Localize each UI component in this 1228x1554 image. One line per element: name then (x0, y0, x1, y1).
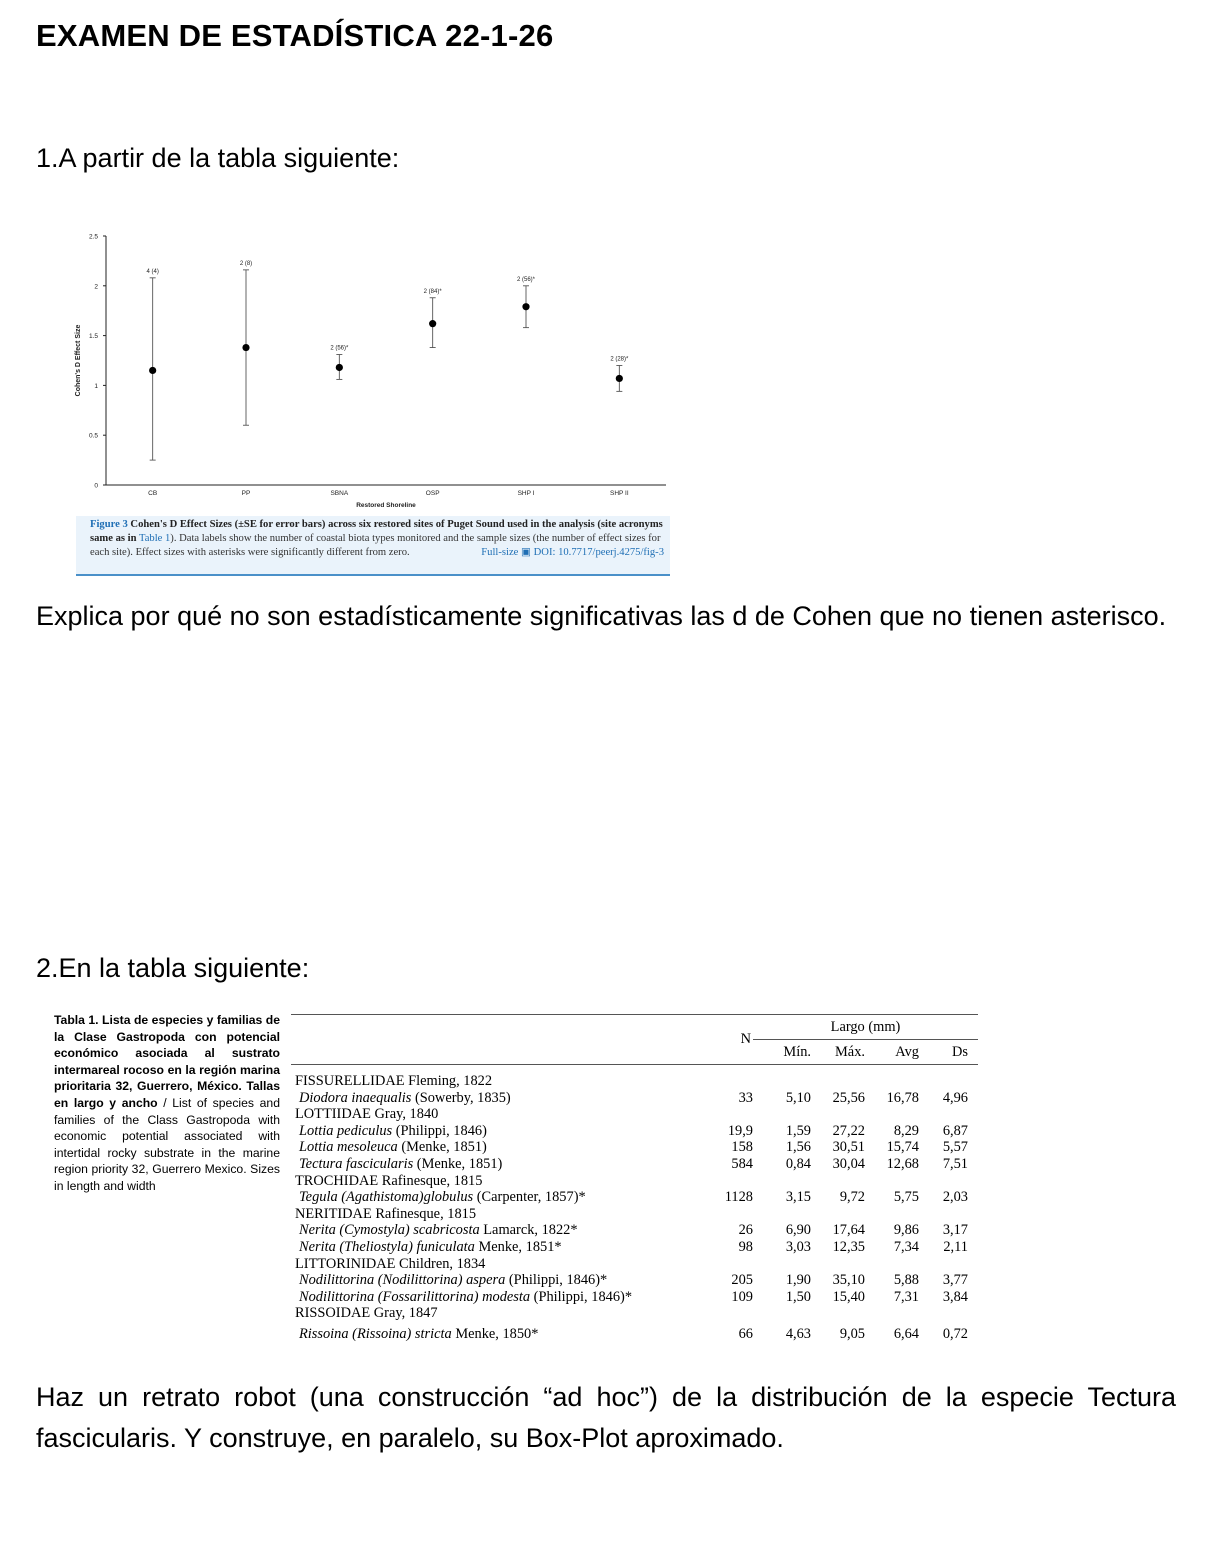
empty-cell (919, 1173, 978, 1190)
family-row (291, 1065, 978, 1090)
empty-cell (811, 1106, 865, 1123)
empty-cell (919, 1065, 978, 1090)
cell-max: 9,72 (839, 1189, 865, 1206)
header-n: N (740, 1031, 751, 1048)
name-text: LITTORINIDAE Children, 1834 (295, 1255, 486, 1272)
question-2-heading: 2.En la tabla siguiente: (36, 953, 310, 983)
cell-min: 1,56 (785, 1139, 811, 1156)
author-text: (Philippi, 1846)* (505, 1272, 608, 1289)
cell-ds: 7,51 (942, 1155, 968, 1172)
species-name (291, 1123, 711, 1140)
cell-max: 12,35 (832, 1238, 865, 1255)
data-point (242, 344, 249, 351)
caption-table-link[interactable]: Table 1 (138, 533, 171, 544)
species-name (291, 1272, 711, 1289)
table-caption-english: / List of species and families of the Class Gastropoda with economic potential associated with intertidal rocky substrate in the marine region priority 32, Guerrero Mexico. Sizes in length and width (54, 1095, 280, 1193)
species-name (291, 1289, 711, 1306)
figure-label: Figure 3 (90, 519, 128, 530)
species-row (291, 1090, 978, 1107)
cell-ds: 4,96 (942, 1089, 968, 1106)
author-text: (Menke, 1851) (413, 1155, 503, 1172)
data-label: 2 (8) (239, 260, 253, 267)
caption-doi-link[interactable]: Full-size ▣ DOI: 10.7717/peerj.4275/fig-3 (481, 547, 664, 558)
species-name (291, 1139, 711, 1156)
family-name (291, 1256, 711, 1273)
caption-rest-text: ). Data labels show the number of coastal biota types monitored and the sample sizes (the number of effect sizes for each site). Effect sizes with asterisks were significantly different from zero. (90, 533, 661, 558)
family-name (291, 1173, 711, 1190)
author-text: Menke, 1851* (474, 1238, 562, 1255)
cell-min: 3,15 (785, 1189, 811, 1206)
empty-cell (711, 1106, 753, 1123)
cell-n: 19,9 (727, 1122, 753, 1139)
name-text: Tegula (Agathistoma)globulus (299, 1189, 474, 1206)
cell-max: 15,40 (832, 1288, 865, 1305)
name-text: Tectura fascicularis (299, 1155, 414, 1172)
cell-n: 584 (731, 1155, 753, 1172)
table-body (291, 1065, 978, 1343)
empty-cell (753, 1305, 811, 1322)
header-max: Máx. (835, 1043, 865, 1060)
cell-min: 0,84 (785, 1155, 811, 1172)
empty-cell (711, 1305, 753, 1322)
cell-avg: 15,74 (886, 1139, 919, 1156)
name-text: RISSOIDAE Gray, 1847 (295, 1305, 438, 1322)
cell-max: 25,56 (832, 1089, 865, 1106)
gastropoda-table (291, 1014, 978, 1343)
family-name (291, 1065, 711, 1090)
x-tick-label: SHP II (609, 490, 629, 497)
cell-avg: 12,68 (886, 1155, 919, 1172)
header-min: Mín. (783, 1043, 811, 1060)
question-2-text: Haz un retrato robot (una construcción “ad hoc”) de la distribución de la especie Tectura fascicularis. Y construye, en paralelo, su Box-Plot aproximado. (36, 1382, 1176, 1453)
empty-cell (711, 1256, 753, 1273)
empty-cell (711, 1065, 753, 1090)
family-row (291, 1106, 978, 1123)
empty-cell (711, 1206, 753, 1223)
empty-cell (865, 1206, 919, 1223)
figure-caption (76, 516, 670, 576)
empty-cell (811, 1065, 865, 1090)
cell-avg: 6,64 (893, 1325, 919, 1342)
data-point (522, 303, 529, 310)
author-text: (Philippi, 1846)* (530, 1288, 633, 1305)
cell-avg: 8,29 (893, 1122, 919, 1139)
cell-ds: 3,17 (942, 1222, 968, 1239)
name-text: TROCHIDAE Rafinesque, 1815 (295, 1172, 483, 1189)
cell-n: 66 (738, 1325, 753, 1342)
question-1-text: Explica por qué no son estadísticamente significativas las d de Cohen que no tienen asterisco. (36, 601, 1167, 631)
cell-avg: 16,78 (886, 1089, 919, 1106)
cell-n: 109 (731, 1288, 753, 1305)
cell-max: 35,10 (832, 1272, 865, 1289)
data-point (616, 375, 623, 382)
author-text: (Philippi, 1846) (392, 1122, 487, 1139)
cell-max: 17,64 (832, 1222, 865, 1239)
cell-min: 4,63 (785, 1325, 811, 1342)
table-caption (54, 1012, 280, 1195)
cell-ds: 6,87 (942, 1122, 968, 1139)
cell-min: 5,10 (785, 1089, 811, 1106)
empty-cell (753, 1206, 811, 1223)
empty-cell (919, 1106, 978, 1123)
name-text: Nerita (Cymostyla) scabricosta (299, 1222, 480, 1239)
family-row (291, 1305, 978, 1322)
empty-cell (865, 1173, 919, 1190)
cell-max: 27,22 (832, 1122, 865, 1139)
header-largo: Largo (mm) (753, 1015, 978, 1040)
species-name (291, 1189, 711, 1206)
name-text: Nodilittorina (Nodilittorina) aspera (299, 1272, 506, 1289)
x-tick-label: PP (241, 490, 251, 497)
name-text: Nerita (Theliostyla) funiculata (299, 1238, 475, 1255)
x-axis-title: Restored Shoreline (356, 502, 416, 509)
empty-cell (711, 1173, 753, 1190)
cell-min: 1,59 (785, 1122, 811, 1139)
name-text: LOTTIIDAE Gray, 1840 (295, 1106, 439, 1123)
empty-cell (811, 1206, 865, 1223)
cohens-d-chart (70, 228, 680, 518)
data-label: 2 (28)* (610, 356, 629, 363)
name-text: Nodilittorina (Fossarilittorina) modesta (299, 1288, 531, 1305)
question-1-heading: 1.A partir de la tabla siguiente: (36, 143, 400, 173)
cell-max: 30,51 (832, 1139, 865, 1156)
species-name (291, 1156, 711, 1173)
data-label: 2 (56)* (330, 345, 349, 352)
cell-max: 9,05 (839, 1325, 865, 1342)
cell-ds: 0,72 (942, 1325, 968, 1342)
data-label: 2 (56)* (516, 276, 536, 283)
species-row (291, 1123, 978, 1140)
chart-plot-area (75, 234, 666, 510)
exam-title: EXAMEN DE ESTADÍSTICA 22-1-26 (36, 18, 554, 53)
species-name (291, 1239, 711, 1256)
family-row (291, 1206, 978, 1223)
cell-ds: 3,84 (942, 1288, 968, 1305)
empty-cell (811, 1305, 865, 1322)
species-row (291, 1239, 978, 1256)
table-caption-bold: Tabla 1. Lista de especies y familias de la Clase Gastropoda con potencial económico asociada al sustrato intermareal rocoso en la región marina prioritaria 32, Guerrero, México. Tallas en largo y ancho (54, 1013, 280, 1110)
y-tick-label: 1.5 (88, 333, 98, 341)
cell-ds: 2,03 (942, 1189, 968, 1206)
species-name (291, 1090, 711, 1107)
species-name (291, 1322, 711, 1343)
species-row (291, 1189, 978, 1206)
author-text: (Sowerby, 1835) (411, 1089, 511, 1106)
y-tick-label: 2 (94, 283, 98, 291)
x-tick-label: SBNA (330, 490, 349, 497)
empty-cell (811, 1256, 865, 1273)
cell-min: 3,03 (785, 1238, 811, 1255)
empty-cell (865, 1065, 919, 1090)
species-name (291, 1222, 711, 1239)
author-text: Lamarck, 1822* (479, 1222, 578, 1239)
cell-avg: 7,31 (893, 1288, 919, 1305)
empty-cell (753, 1256, 811, 1273)
y-tick-label: 1 (94, 382, 98, 390)
cell-avg: 5,88 (893, 1272, 919, 1289)
species-row (291, 1156, 978, 1173)
empty-cell (919, 1256, 978, 1273)
data-label: 4 (4) (146, 268, 159, 275)
species-row (291, 1139, 978, 1156)
header-ds: Ds (952, 1043, 968, 1060)
y-tick-label: 0.5 (88, 432, 98, 440)
empty-cell (865, 1256, 919, 1273)
species-row (291, 1222, 978, 1239)
empty-cell (865, 1305, 919, 1322)
family-name (291, 1206, 711, 1223)
cell-avg: 7,34 (893, 1238, 919, 1255)
cell-min: 1,50 (785, 1288, 811, 1305)
name-text: NERITIDAE Rafinesque, 1815 (295, 1205, 477, 1222)
cell-min: 1,90 (785, 1272, 811, 1289)
empty-cell (865, 1106, 919, 1123)
name-text: Diodora inaequalis (299, 1089, 412, 1106)
empty-cell (919, 1206, 978, 1223)
x-tick-label: CB (148, 490, 158, 497)
data-point (149, 367, 156, 374)
family-row (291, 1256, 978, 1273)
cell-max: 30,04 (832, 1155, 865, 1172)
cell-ds: 5,57 (942, 1139, 968, 1156)
species-row (291, 1272, 978, 1289)
name-text: Lottia mesoleuca (299, 1139, 398, 1156)
cell-n: 26 (738, 1222, 753, 1239)
x-tick-label: OSP (425, 490, 440, 497)
cell-n: 33 (738, 1089, 753, 1106)
y-tick-label: 2.5 (88, 233, 98, 241)
name-text: Lottia pediculus (299, 1122, 393, 1139)
cell-n: 205 (731, 1272, 753, 1289)
cell-min: 6,90 (785, 1222, 811, 1239)
author-text: (Carpenter, 1857)* (473, 1189, 586, 1206)
family-row (291, 1173, 978, 1190)
y-tick-label: 0 (94, 482, 98, 490)
empty-cell (811, 1173, 865, 1190)
cell-n: 158 (731, 1139, 753, 1156)
empty-cell (919, 1305, 978, 1322)
data-point (336, 364, 343, 371)
x-tick-label: SHP I (517, 490, 535, 497)
name-text: FISSURELLIDAE Fleming, 1822 (295, 1073, 493, 1089)
cell-n: 1128 (724, 1189, 753, 1206)
name-text: Rissoina (Rissoina) stricta (299, 1325, 452, 1342)
cell-ds: 3,77 (942, 1272, 968, 1289)
data-point (429, 320, 436, 327)
species-row (291, 1289, 978, 1306)
header-avg: Avg (895, 1043, 919, 1060)
species-row (291, 1322, 978, 1343)
cell-ds: 2,11 (943, 1238, 968, 1255)
family-name (291, 1106, 711, 1123)
cell-avg: 9,86 (893, 1222, 919, 1239)
empty-cell (753, 1173, 811, 1190)
cell-avg: 5,75 (893, 1189, 919, 1206)
family-name (291, 1305, 711, 1322)
y-axis-title: Cohen's D Effect Size (75, 324, 82, 397)
author-text: (Menke, 1851) (397, 1139, 487, 1156)
empty-cell (753, 1106, 811, 1123)
cell-n: 98 (738, 1238, 753, 1255)
empty-cell (753, 1065, 811, 1090)
data-label: 2 (84)* (423, 288, 442, 295)
author-text: Menke, 1850* (451, 1325, 539, 1342)
caption-bold-text: Cohen's D Effect Sizes (±SE for error bars) across six restored sites of Puget Sound used in the analysis (site acronyms same as in (90, 519, 663, 544)
